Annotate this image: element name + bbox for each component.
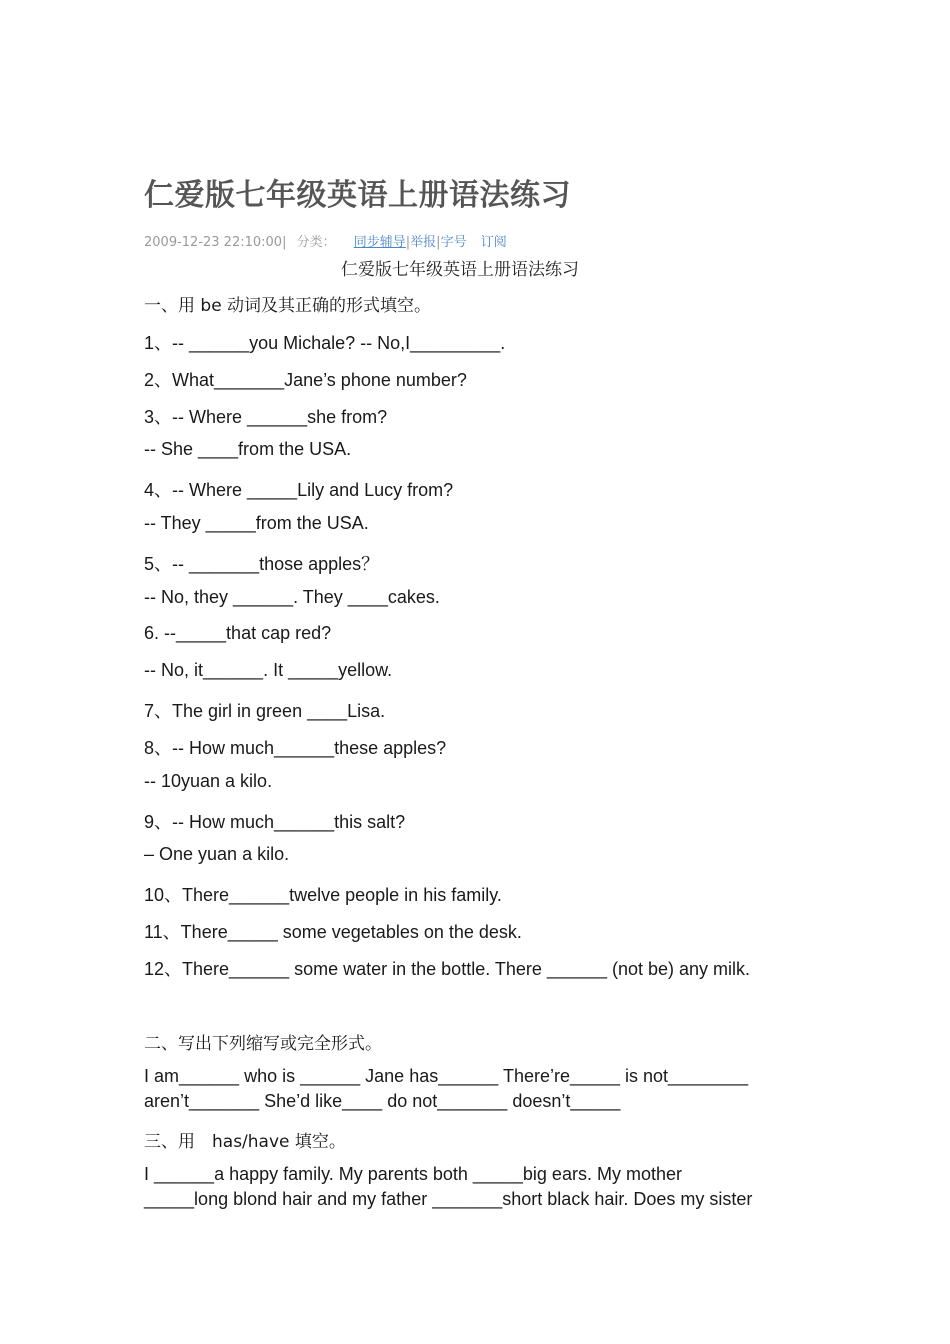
exercise-line: 10、There______twelve people in his family. (144, 885, 502, 905)
exercise-line: 12、There______ some water in the bottle. There ______ (not be) any milk. (144, 959, 751, 979)
exercise-line: _____long blond hair and my father _______short black hair. Does my sister (144, 1189, 753, 1209)
exercise-line: 4、-- Where _____Lily and Lucy from? (144, 480, 454, 500)
section-heading: 三、用 has/have 填空。 (144, 1132, 346, 1152)
post-meta (144, 231, 507, 250)
section-heading: 一、用 be 动词及其正确的形式填空。 (144, 296, 432, 316)
exercise-line: 5、-- _______those apples？ (144, 554, 380, 574)
exercise-line: -- 10yuan a kilo. (144, 771, 273, 791)
meta-separator: | (436, 235, 441, 250)
page-title: 仁爱版七年级英语上册语法练习 (144, 178, 571, 213)
exercise-line: -- They _____from the USA. (144, 513, 369, 533)
exercise-line: 9、-- How much______this salt? (144, 812, 406, 832)
exercise-line: 1、-- ______you Michale? -- No,I_________. (144, 333, 506, 353)
exercise-line: I ______a happy family. My parents both _____big ears. My mother (144, 1164, 682, 1184)
meta-separator: | (405, 235, 411, 250)
category-label: 分类： (296, 235, 336, 250)
exercise-line: 8、-- How much______these apples? (144, 738, 447, 758)
section-heading: 二、写出下列缩写或完全形式。 (144, 1034, 382, 1054)
report-link[interactable]: 举报 (410, 235, 437, 250)
exercise-line: 7、The girl in green ____Lisa. (144, 701, 386, 721)
exercise-line: -- She ____from the USA. (144, 439, 352, 459)
exercise-line: I am______ who is ______ Jane has______ There’re_____ is not________ (144, 1066, 749, 1086)
subscribe-link[interactable]: 订阅 (480, 235, 507, 250)
exercise-line: -- No, they ______. They ____cakes. (144, 587, 440, 607)
exercise-line: 2、What_______Jane’s phone number? (144, 370, 467, 390)
exercise-line: 3、-- Where ______she from? (144, 407, 388, 427)
exercise-line: – One yuan a kilo. (144, 844, 290, 864)
exercise-line: 11、There_____ some vegetables on the desk. (144, 922, 522, 942)
document-subtitle: 仁爱版七年级英语上册语法练习 (341, 260, 579, 280)
exercise-line: 6. --_____that cap red? (144, 623, 332, 643)
category-link[interactable]: 同步辅导 (353, 235, 406, 250)
exercise-line: -- No, it______. It _____yellow. (144, 660, 393, 680)
post-timestamp: 2009-12-23 22:10:00| (144, 235, 287, 250)
font-size-link[interactable]: 字号 (440, 235, 467, 250)
exercise-line: aren’t_______ She’d like____ do not_______ doesn’t_____ (144, 1091, 621, 1111)
